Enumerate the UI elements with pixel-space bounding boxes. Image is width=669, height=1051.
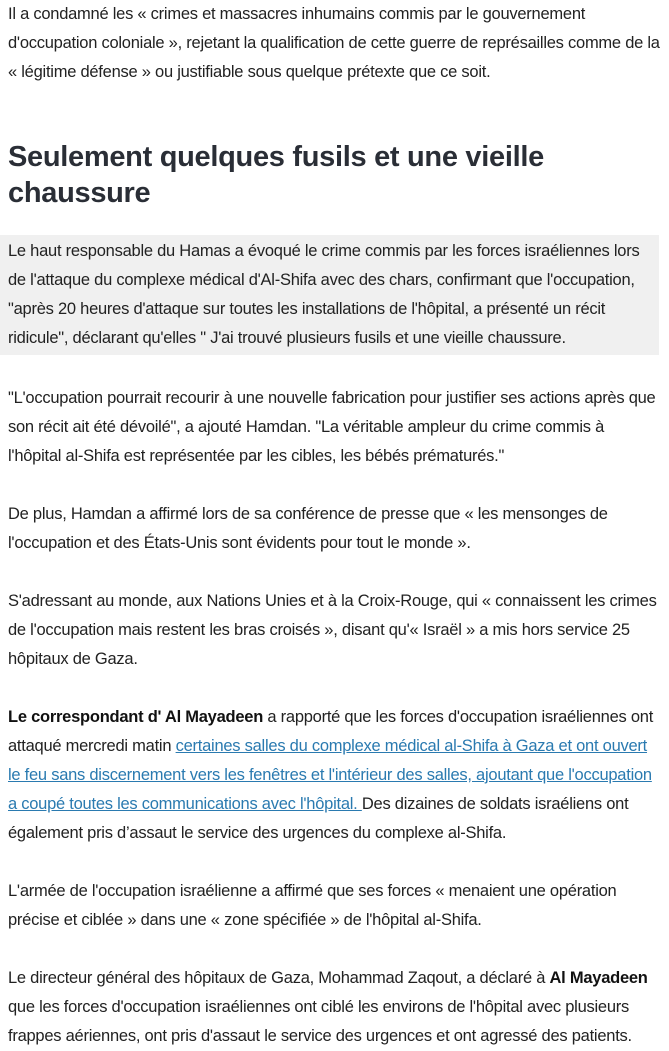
paragraph-spacer [8,848,661,877]
director-text-before-bold: Le directeur général des hôpitaux de Gaza, Mohammad Zaqout, a déclaré à [8,969,550,987]
al-shifa-article-link[interactable]: certaines salles du complexe médical al-Shifa à Gaza et ont ouvert le feu sans discernement vers les fenêtres et l'intérieur des salles, ajoutant que l'occupation a coupé toutes les communications avec l'hôpital. [8,737,652,813]
paragraph-spacer [8,355,661,384]
paragraph-press-conference: De plus, Hamdan a affirmé lors de sa conférence de presse que « les mensonges de l'occupation et des États-Unis sont évidents pour tout le monde ». [8,505,608,552]
paragraph-army-claim: L'armée de l'occupation israélienne a affirmé que ses forces « menaient une opération précise et ciblée » dans une « zone spécifiée » de l'hôpital al-Shifa. [8,882,617,929]
paragraph-un-red-cross: S'adressant au monde, aux Nations Unies et à la Croix-Rouge, qui « connaissent les crimes de l'occupation mais restent les bras croisés », disant qu'« Israël » a mis hors service 25 hôpitaux de Gaza. [8,592,657,668]
correspondent-bold-lead: Le correspondant d' Al Mayadeen [8,708,264,726]
paragraph-spacer [8,558,661,587]
paragraph-correspondent [8,703,661,848]
paragraph-condemnation: Il a condamné les « crimes et massacres inhumains commis par le gouvernement d'occupation coloniale », rejetant la qualification de cette guerre de représailles comme de la « légitime défense » ou justifiable sous quelque prétexte que ce soit. [8,5,660,81]
highlighted-paragraph: Le haut responsable du Hamas a évoqué le crime commis par les forces israéliennes lors de l'attaque du complexe médical d'Al-Shifa avec des chars, confirmant que l'occupation, "après 20 heures d'attaque sur toutes les installations de l'hôpital, a présenté un récit ridicule", déclarant qu'elles " J'ai trouvé plusieurs fusils et une vieille chaussure. [0,235,659,355]
director-text-after-bold: que les forces d'occupation israéliennes ont ciblé les environs de l'hôpital avec plusieurs frappes aériennes, ont pris d'assaut le service des urgences et ont agressé des patients. [8,998,632,1045]
paragraph-spacer [8,674,661,703]
paragraph-spacer [8,471,661,500]
correspondent-text-after-link: Des dizaines de soldats israéliens ont également pris d’assaut le service des urgences du complexe al-Shifa. [8,795,629,842]
section-heading: Seulement quelques fusils et une vieille chaussure [8,141,544,209]
al-mayadeen-bold: Al Mayadeen [549,969,648,987]
paragraph-hamdan-quote: "L'occupation pourrait recourir à une nouvelle fabrication pour justifier ses actions après que son récit ait été dévoilé", a ajouté Hamdan. "La véritable ampleur du crime commis à l'hôpital al-Shifa est représentée par les cibles, les bébés prématurés." [8,389,656,465]
paragraph-spacer [8,935,661,964]
correspondent-text-before-link: a rapporté que les forces d'occupation israéliennes ont attaqué mercredi matin [8,708,654,755]
paragraph-director-statement [8,964,661,1051]
section-heading-wrapper [8,87,661,235]
